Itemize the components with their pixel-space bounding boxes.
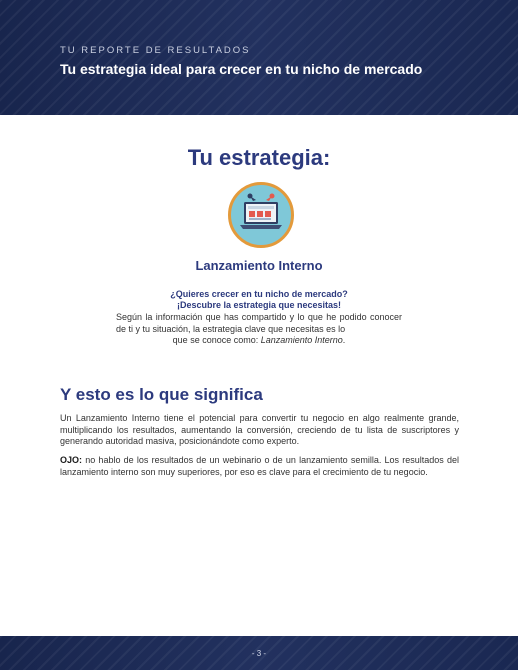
report-footer [0, 636, 518, 670]
section-title: Y esto es lo que significa [60, 385, 263, 404]
strategy-name: Lanzamiento Interno [195, 258, 323, 273]
intro-text-end-line [116, 335, 402, 347]
intro-text: Según la información que has compartido y lo que he podido conocer de ti y tu situación, la estrategia clave que necesitas es lo [116, 312, 402, 334]
note-text: no hablo de los resultados de un webinario o de un lanzamiento semilla. Los resultados del lanzamiento interno son muy superiores, por eso es clave para el crecimiento de tu negocio. [60, 455, 459, 477]
page-number: - 3 - [251, 649, 267, 658]
meaning-paragraph: Un Lanzamiento Interno tiene el potencial para convertir tu negocio en algo realmente grande, multiplicando los resultados, aumentando la conversión, creciendo de tu lista de suscriptores y generando autoridad masiva, posicionándote como experto. [60, 413, 459, 446]
report-kicker: TU REPORTE DE RESULTADOS [60, 45, 251, 56]
intro-paragraph [116, 312, 402, 347]
intro-text-end: que se conoce como: [172, 335, 261, 345]
intro-period: . [342, 335, 346, 345]
report-title: Tu estrategia ideal para crecer en tu nicho de mercado [60, 61, 423, 77]
report-header [0, 0, 518, 115]
question-line-1: ¿Quieres crecer en tu nicho de mercado? [170, 289, 348, 299]
strategy-question [0, 289, 518, 311]
page-title: Tu estrategia: [187, 145, 331, 170]
note-label: OJO: [60, 455, 83, 465]
note-paragraph [60, 455, 459, 478]
laptop-launch-illustration-icon [228, 182, 294, 248]
intro-emphasis: Lanzamiento Interno [260, 335, 343, 345]
question-line-2: ¡Descubre la estrategia que necesitas! [176, 300, 342, 310]
